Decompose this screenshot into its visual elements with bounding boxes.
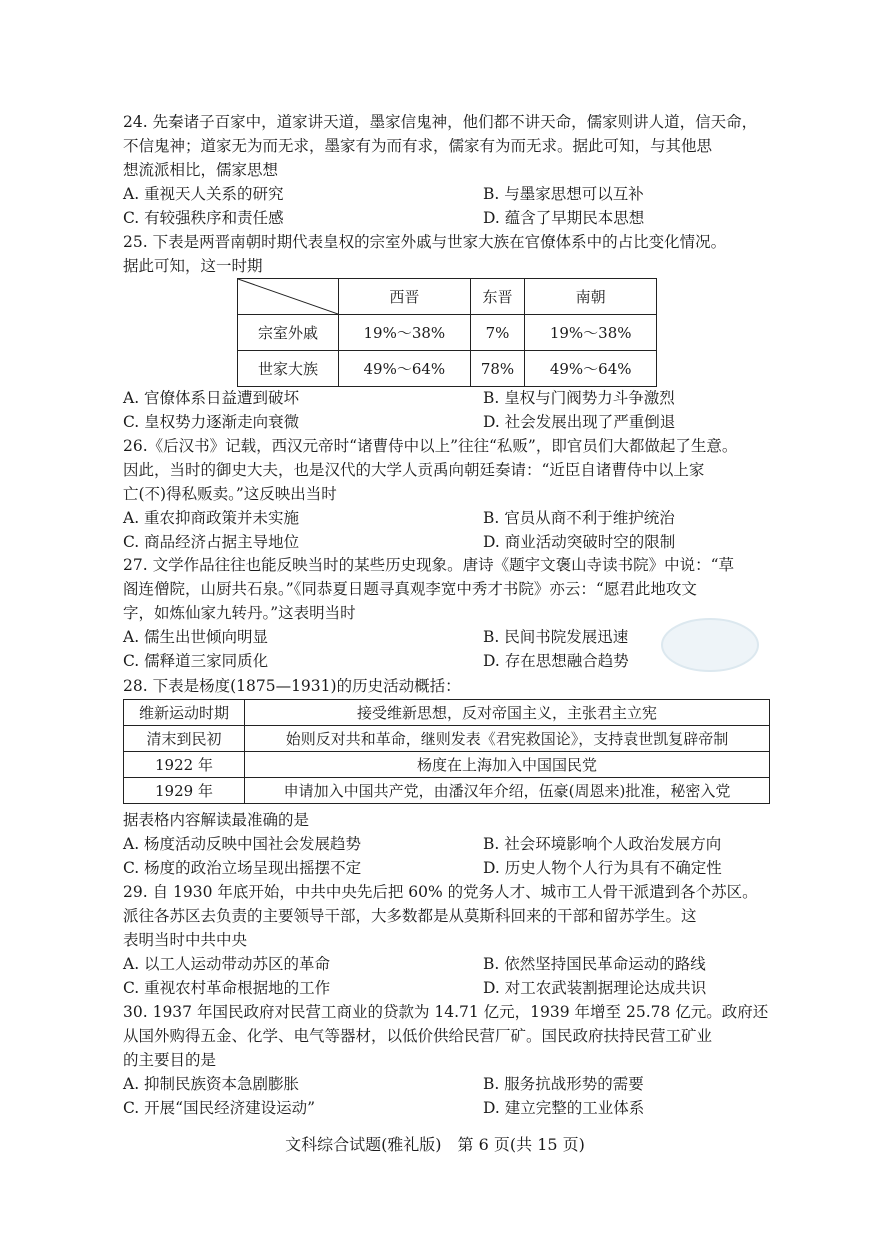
option-d: D. 建立完整的工业体系: [483, 1099, 645, 1117]
option-b: B. 官员从商不利于维护统治: [483, 509, 675, 527]
question-text: 阁连僧院，山厨共石泉。”《同恭夏日题寻真观李宽中秀才书院》亦云：“愿君此地攻文: [123, 580, 697, 598]
table-cell: 78%: [470, 351, 525, 387]
option-a: A. 抑制民族资本急剧膨胀: [123, 1075, 300, 1093]
question-29: [123, 880, 778, 1000]
option-d: D. 存在思想融合趋势: [483, 652, 629, 670]
question-text: 从国外购得五金、化学、电气等器材，以低价供给民营厂矿。国民政府扶持民营工矿业: [123, 1027, 713, 1045]
question-30: [123, 1000, 778, 1120]
question-text: 25. 下表是两晋南朝时期代表皇权的宗室外戚与世家大族在官僚体系中的占比变化情况。: [123, 233, 727, 251]
option-c: C. 开展“国民经济建设运动”: [123, 1099, 316, 1117]
options: [123, 386, 778, 434]
watermark-stamp-icon: [650, 610, 770, 680]
question-26: [123, 434, 778, 554]
options: [123, 1072, 778, 1120]
option-a: A. 重农抑商政策并未实施: [123, 509, 300, 527]
row-label: 世家大族: [238, 351, 339, 387]
question-text: 26.《后汉书》记载，西汉元帝时“诸曹侍中以上”往往“私贩”，即官员们大都做起了生意。: [123, 437, 738, 455]
table-header: 西晋: [339, 279, 471, 315]
option-d: D. 对工农武装割据理论达成共识: [483, 979, 707, 997]
question-text: 想流派相比，儒家思想: [123, 161, 279, 179]
option-c: C. 有较强秩序和责任感: [123, 209, 284, 227]
option-a: A. 以工人运动带动苏区的革命: [123, 955, 331, 973]
table-cell: 49%～64%: [339, 351, 471, 387]
question-text: 29. 自 1930 年底开始，中共中央先后把 60% 的党务人才、城市工人骨干派遣到各个苏区。: [123, 883, 758, 901]
question-25-options: [123, 386, 778, 434]
question-text: 亡(不)得私贩卖。”这反映出当时: [123, 485, 337, 503]
option-b: B. 依然坚持国民革命运动的路线: [483, 955, 706, 973]
option-b: B. 皇权与门阀势力斗争激烈: [483, 389, 675, 407]
options: [123, 832, 778, 880]
question-text: 30. 1937 年国民政府对民营工商业的贷款为 14.71 亿元，1939 年增至 25.78 亿元。政府还: [123, 1003, 769, 1021]
options: [123, 182, 778, 230]
option-d: D. 历史人物个人行为具有不确定性: [483, 859, 722, 877]
question-text: 28. 下表是杨度(1875—1931)的历史活动概括：: [123, 677, 461, 695]
event-cell: 接受维新思想，反对帝国主义，主张君主立宪: [245, 700, 770, 726]
question-text: 24. 先秦诸子百家中，道家讲天道，墨家信鬼神，他们都不讲天命，儒家则讲人道，信天命，: [123, 113, 758, 131]
period-cell: 1929 年: [124, 778, 245, 804]
question-text: 因此，当时的御史大夫，也是汉代的大学人贡禹向朝廷奏请：“近臣自诸曹侍中以上家: [123, 461, 705, 479]
option-c: C. 儒释道三家同质化: [123, 652, 269, 670]
option-d: D. 社会发展出现了严重倒退: [483, 413, 676, 431]
option-b: B. 与墨家思想可以互补: [483, 185, 644, 203]
period-cell: 维新运动时期: [124, 700, 245, 726]
option-a: A. 儒生出世倾向明显: [123, 628, 269, 646]
option-a: A. 重视天人关系的研究: [123, 185, 284, 203]
option-d: D. 商业活动突破时空的限制: [483, 533, 676, 551]
question-text: 派往各苏区去负责的主要领导干部，大多数都是从莫斯科回来的干部和留苏学生。这: [123, 907, 697, 925]
option-a: A. 官僚体系日益遭到破坏: [123, 389, 300, 407]
option-b: B. 民间书院发展迅速: [483, 628, 629, 646]
table-cell: 19%～38%: [339, 315, 471, 351]
option-b: B. 服务抗战形势的需要: [483, 1075, 644, 1093]
page-footer: 文科综合试题(雅礼版) 第 6 页(共 15 页): [285, 1135, 585, 1154]
question-24: [123, 110, 778, 230]
question-28: [123, 674, 778, 698]
table-cell: 7%: [470, 315, 525, 351]
options: [123, 952, 778, 1000]
period-cell: 1922 年: [124, 752, 245, 778]
question-text: 的主要目的是: [123, 1051, 217, 1069]
event-cell: 杨度在上海加入中国国民党: [245, 752, 770, 778]
option-a: A. 杨度活动反映中国社会发展趋势: [123, 835, 362, 853]
table-corner: [238, 279, 339, 315]
option-b: B. 社会环境影响个人政治发展方向: [483, 835, 722, 853]
table-cell: 49%～64%: [525, 351, 657, 387]
table-header: 南朝: [525, 279, 657, 315]
table-cell: 19%～38%: [525, 315, 657, 351]
diagonal-line-icon: [238, 279, 338, 314]
question-text: 据表格内容解读最准确的是: [123, 811, 310, 829]
option-d: D. 蕴含了早期民本思想: [483, 209, 645, 227]
period-cell: 清末到民初: [124, 726, 245, 752]
row-label: 宗室外戚: [238, 315, 339, 351]
question-text: 字，如炼仙家九转丹。”这表明当时: [123, 604, 356, 622]
question-text: 27. 文学作品往往也能反映当时的某些历史现象。唐诗《题宇文褒山寺读书院》中说：“草: [123, 556, 735, 574]
table-header: 东晋: [470, 279, 525, 315]
question-25: [123, 230, 778, 278]
option-c: C. 皇权势力逐渐走向衰微: [123, 413, 300, 431]
event-cell: 申请加入中国共产党，由潘汉年介绍，伍豪(周恩来)批准，秘密入党: [245, 778, 770, 804]
question-text: 不信鬼神；道家无为而无求，墨家有为而有求，儒家有为而无求。据此可知，与其他思: [123, 137, 713, 155]
option-c: C. 杨度的政治立场呈现出摇摆不定: [123, 859, 362, 877]
option-c: C. 商品经济占据主导地位: [123, 533, 300, 551]
question-text: 据此可知，这一时期: [123, 257, 263, 275]
event-cell: 始则反对共和革命，继则发表《君宪救国论》，支持袁世凯复辟帝制: [245, 726, 770, 752]
options: [123, 506, 778, 554]
question-28-options: [123, 808, 778, 880]
question-text: 表明当时中共中央: [123, 931, 248, 949]
table-q28: [123, 699, 770, 804]
option-c: C. 重视农村革命根据地的工作: [123, 979, 331, 997]
table-q25: [237, 278, 657, 387]
